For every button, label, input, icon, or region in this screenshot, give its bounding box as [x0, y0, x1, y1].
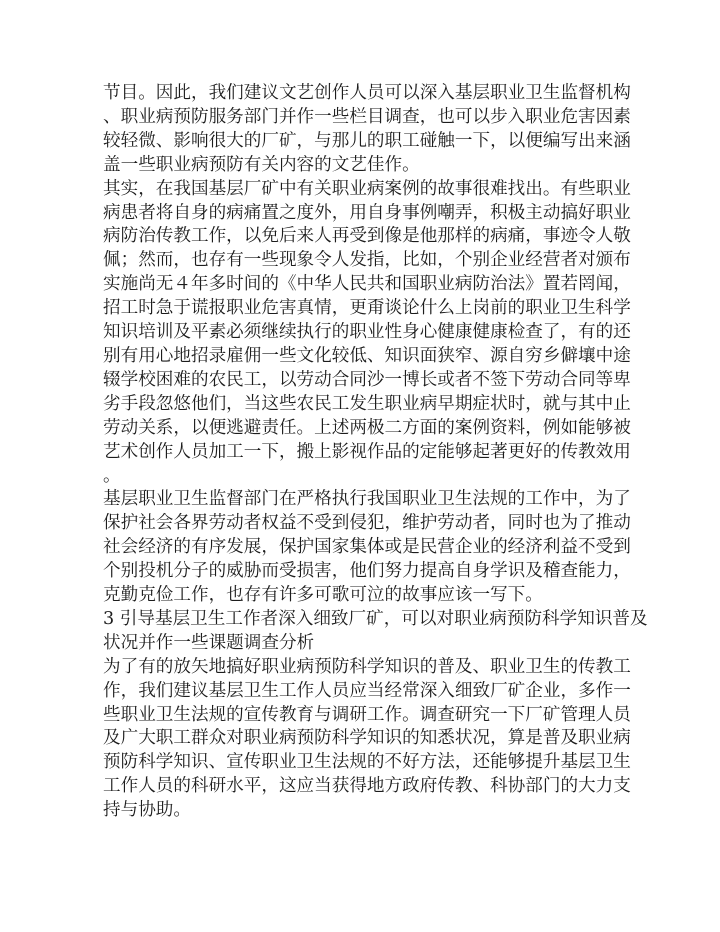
text-line: 招工时急于谎报职业危害真情，更甭谈论什么上岗前的职业卫生科学 — [103, 298, 631, 319]
section-heading-line: 状况并作一些课题调查分析 — [103, 632, 315, 653]
text-line: 劣手段忽悠他们，当这些农民工发生职业病早期症状时，就与其中止 — [103, 393, 631, 414]
text-line: 及广大职工群众对职业病预防科学知识的知悉状况，算是普及职业病 — [103, 728, 631, 749]
text-line: 劳动关系，以便逃避责任。上述两极二方面的案例资料，例如能够被 — [103, 417, 631, 438]
text-line: 持与协助。 — [103, 800, 191, 821]
text-line: 基层职业卫生监督部门在严格执行我国职业卫生法规的工作中，为了 — [103, 489, 631, 510]
text-line: 预防科学知识、宣传职业卫生法规的不好方法，还能够提升基层卫生 — [103, 752, 631, 773]
text-line: 。 — [103, 465, 121, 486]
text-line: 辍学校困难的农民工，以劳动合同沙一博长或者不签下劳动合同等卑 — [103, 369, 631, 390]
text-line: 佩；然而，也存有一些现象令人发指，比如，个别企业经营者对颁布 — [103, 250, 631, 271]
text-line: 社会经济的有序发展，保护国家集体或是民营企业的经济利益不受到 — [103, 537, 631, 558]
text-line: 知识培训及平素必须继续执行的职业性身心健康健康检查了，有的还 — [103, 322, 631, 343]
text-line: 盖一些职业病预防有关内容的文艺佳作。 — [103, 154, 420, 175]
text-line: 为了有的放矢地搞好职业病预防科学知识的普及、职业卫生的传教工 — [103, 656, 631, 677]
text-line: 实施尚无４年多时间的《中华人民共和国职业病防治法》置若罔闻， — [103, 274, 631, 295]
text-line: 艺术创作人员加工一下，搬上影视作品的定能够起著更好的传教效用 — [103, 441, 631, 462]
text-line: 病防治传教工作，以免后来人再受到像是他那样的病痛，事迹令人敬 — [103, 226, 631, 247]
text-line: 些职业卫生法规的宣传教育与调研工作。调查研究一下厂矿管理人员 — [103, 704, 631, 725]
text-line: 其实，在我国基层厂矿中有关职业病案例的故事很难找出。有些职业 — [103, 178, 631, 199]
text-line: 保护社会各界劳动者权益不受到侵犯，维护劳动者，同时也为了推动 — [103, 513, 631, 534]
body-text — [103, 82, 648, 823]
text-line: 较轻微、影响很大的厂矿，与那儿的职工碰触一下，以便编写出来涵 — [103, 130, 631, 151]
text-line: 个别投机分子的威胁而受损害，他们努力提高自身学识及稽查能力， — [103, 561, 631, 582]
text-line: 工作人员的科研水平，这应当获得地方政府传教、科协部门的大力支 — [103, 776, 631, 797]
text-line: 、职业病预防服务部门并作一些栏目调查，也可以步入职业危害因素 — [103, 106, 631, 127]
section-heading-line: 3 引导基层卫生工作者深入细致厂矿，可以对职业病预防科学知识普及 — [103, 608, 648, 629]
text-line: 别有用心地招录雇佣一些文化较低、知识面狭窄、源自穷乡僻壤中途 — [103, 345, 631, 366]
text-line: 克勤克俭工作，也存有许多可歌可泣的故事应该一写下。 — [103, 585, 543, 606]
text-line: 作，我们建议基层卫生工作人员应当经常深入细致厂矿企业，多作一 — [103, 680, 631, 701]
text-line: 节目。因此，我们建议文艺创作人员可以深入基层职业卫生监督机构 — [103, 83, 631, 103]
text-line: 病患者将自身的病痛置之度外，用自身事例嘲弄，积极主动搞好职业 — [103, 202, 631, 223]
